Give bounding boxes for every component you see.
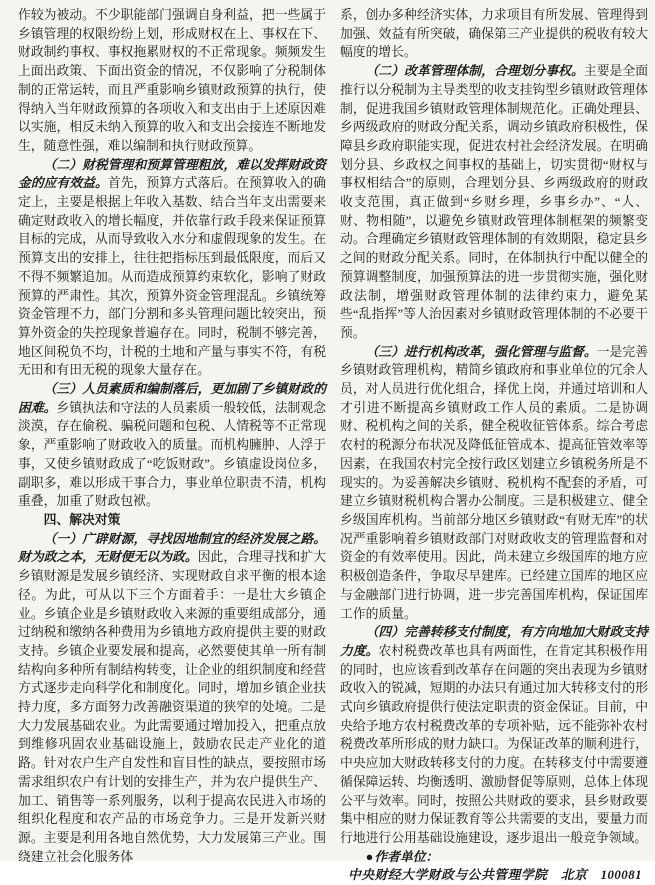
- section-3-paragraph: [18, 380, 326, 511]
- author-unit-label: 作者单位：: [374, 849, 439, 864]
- right-column: [340, 6, 649, 883]
- paragraph-continuation: 系，创办多种经济实体，力求项目有所发展、管理得到加强、效益有所突破，确保第三产业提供的税收有较大幅度的增长。: [340, 8, 648, 60]
- countermeasure-4-paragraph: [340, 623, 648, 847]
- countermeasure-3-paragraph: [340, 343, 648, 624]
- section-2-paragraph: [18, 156, 326, 380]
- left-column: [18, 6, 327, 864]
- author-unit-line: [340, 848, 648, 867]
- section-3-lead: （三）人员素质和编制落后，更加剧了乡镇财政的困难。: [18, 382, 326, 415]
- countermeasure-4-body: 农村税费改革也具有两面性，在肯定其积极作用的同时，也应该看到改革存在问题的突出表现为乡镇财政收入的锐减，短期的办法只有通过加大转移支付的形式向乡镇政府提供行使法定职责的资金保证。目前，中央给予地方农村税费改革的专项补贴，远不能弥补农村税费改革所形成的财力缺口。为保证改革的顺利进行，中央应加大财政转移支付的力度。在转移支付中需要遵循保障运转、均衡透明、激励督促等原则，总体上体现公平与效率。同时，按照公共财政的要求，县乡财政要集中相应的财力保证教育等公共需要的支出，要量力而行地进行公用基础设施建设，逐步退出一般竞争领域。: [340, 643, 649, 845]
- countermeasure-1-paragraph: [18, 530, 326, 867]
- countermeasure-2-lead: （二）改革管理体制，合理划分事权。: [365, 64, 584, 79]
- chapter-heading: 四、解决对策: [43, 512, 121, 527]
- countermeasure-1-lead: （一）广辟财源，寻找因地制宜的经济发展之路。财为政之本，无财便无以为政。: [18, 531, 326, 565]
- section-2-lead: （二）财税管理和预算管理粗放，难以发挥财政资金的应有效益。: [18, 157, 326, 191]
- bullet-icon: ●: [365, 849, 374, 864]
- countermeasure-2-paragraph: [340, 62, 648, 343]
- section-2-body: 首先，预算方式落后。在预算收入的确定上，主要是根据上年收入基数、结合当年支出需要来确定财政收入的增长幅度，并依靠行政手段来保证预算目标的完成，从而导致收入水分和虚假现象的发生。在预算支出的安排上，往往把指标压到最低限度，而后又不得不频繁追加。从而造成预算约束软化，影响了财政预算的严肃性。其次，预算外资金管理混乱。乡镇统筹资金管理不力，部门分割和多头管理问题比较突出，预算外资金的失控现象普遍存在。同时，税制不够完善，地区间税负不均，计税的土地和产量与事实不符，有税无田和有田无税的现象大量存在。: [18, 176, 327, 378]
- countermeasure-2-body: 主要是全面推行以分税制为主导类型的收支挂钩型乡镇财政管理体制，促进我国乡镇财政管理体制规范化。正确处理县、乡两级政府的财政分配关系，调动乡镇政府积极性，保障县乡政府职能实现，促进农村社会经济发展。在明确划分县、乡政权之间事权的基础上，切实贯彻“财权与事权相结合”的原则，合理划分县、乡两级政府的财政收支范围，真正做到“乡财乡理，乡事乡办”、“人、财、物相随”，以避免乡镇财政管理体制框架的频繁变动。合理确定乡镇财政管理体制的有效期限，稳定县乡之间的财政分配关系。同时，在体制执行中配以健全的预算调整制度，加强预算法的进一步贯彻实施，强化财政法制，增强财政管理体制的法律约束力，避免某些“乱指挥”等人治因素对乡镇财政管理体制的不必要干预。: [340, 64, 649, 340]
- countermeasure-3-lead: （三）进行机构改革，强化管理与监督。: [365, 344, 597, 359]
- countermeasure-3-body: 一是完善乡镇财政管理机构，精简乡镇政府和事业单位的冗余人员，对人员进行优化组合，择优上岗，并通过培训和人才引进不断提高乡镇财政工作人员的素质。二是协调财、税机构之间的关系，健全税收征管体系。综合考虑农村的税源分布状况及降低征管成本、提高征管效率等因素，在我国农村完全按行政区划建立乡镇税务所是不现实的。为妥善解决乡镇财、税机构不配套的矛盾，可建立乡镇财税机构合署办公制度。三是积极建立、健全乡级国库机构。当前部分地区乡镇财政“有财无库”的状况严重影响着乡镇财政部门对财政收支的管理监督和对资金的有效率使用。因此，尚未建立乡级国库的地方应积极创造条件，争取尽早建库。已经建立国库的地区应与金融部门进行协调，进一步完善国库机构，保证国库工作的质量。: [340, 344, 649, 621]
- paragraph-continuation: 作较为被动。不少职能部门强调自身利益，把一些属于乡镇管理的权限纷纷上划，形成财权在上、事权在下、财政制约事权、事权拖累财权的不正常现象。频频发生上面出政策、下面出资金的情况，不仅影响了分税制体制的正常运转，而且严重影响乡镇财政预算的执行，使得纳入当年财政预算的各项收入和支出由于上述原因难以实施，相反未纳入预算的收入和支出会接连不断地发生，随意性强，难以编制和执行财政预算。: [18, 8, 326, 153]
- countermeasure-4-lead: （四）完善转移支付制度，有方向地加大财政支持力度。: [340, 625, 648, 658]
- countermeasure-1-body: 因此，合理寻找和扩大乡镇财源是发展乡镇经济、实现财政自求平衡的根本途径。为此，可从以下三个方面着手：一是壮大乡镇企业。乡镇企业是乡镇财政收入来源的重要组成部分，通过纳税和缴纳各种费用为乡镇地方政府提供主要的财政支持。乡镇企业要发展和提高，必然要使其单一所有制结构向多种所有制结构转变，让企业的组织制度和经营方式逐步走向科学化和制度化。同时，增加乡镇企业扶持力度，多方面努力改善融资渠道的狭窄的处境。二是大力发展基础农业。为此需要通过增加投入，把重点放到维修巩固农业基础设施上，鼓励农民走产业化的道路。针对农户生产自发性和盲目性的缺点，要按照市场需求组织农户有计划的安排生产，并为农户提供生产、加工、销售等一系列服务，以利于提高农民进入市场的组织化程度和农产品的市场竞争力。三是开发新兴财源。主要是利用各地自然优势，大力发展第三产业。围绕建立社会化服务体: [18, 550, 327, 864]
- section-3-body: 乡镇执法和守法的人员素质一般较低，法制观念淡漠，存在偷税、骗税问题和包税、人情税等不正常现象，严重影响了财政收入的质量。而机构臃肿、人浮于事，又使乡镇财政成了“吃饭财政”。乡镇虚设岗位多，副职多，难以形成干事合力，事业单位职责不清，机构重叠，加重了财政包袱。: [18, 400, 327, 509]
- author-affiliation: 中央财经大学财政与公共管理学院 北京 100081: [347, 868, 642, 883]
